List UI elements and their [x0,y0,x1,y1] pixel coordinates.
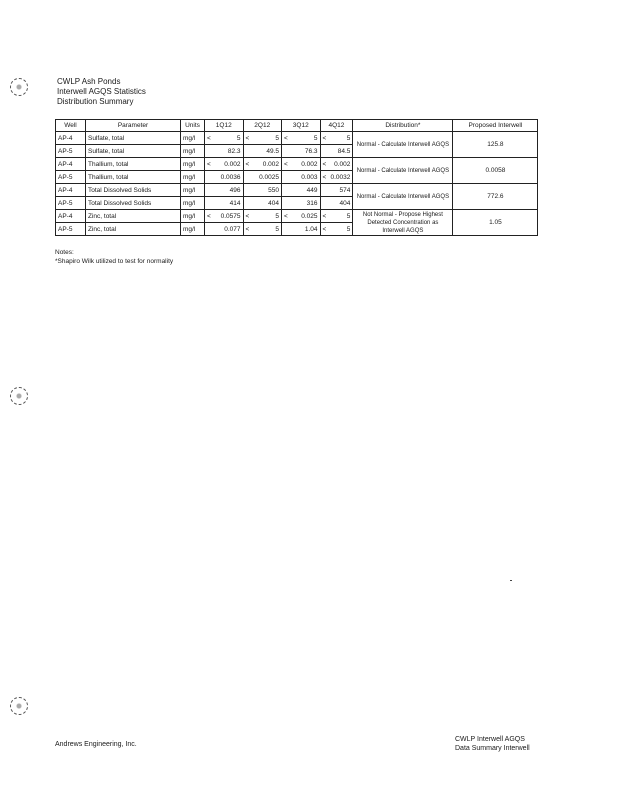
header-1q12: 1Q12 [205,120,244,132]
units-cell: mg/l [181,223,205,236]
parameter-cell: Zinc, total [86,210,181,223]
parameter-cell: Thallium, total [86,171,181,184]
scan-speck [510,580,512,581]
q2-qualifier [243,184,252,197]
header-parameter: Parameter [86,120,181,132]
q4-value: 5 [329,223,353,236]
hole-punch-mark-top [10,78,28,96]
well-cell: AP-5 [56,145,86,158]
header-line-2: Interwell AGQS Statistics [57,87,146,96]
hole-punch-mark-bottom [10,697,28,715]
q2-value: 0.0025 [252,171,282,184]
units-cell: mg/l [181,171,205,184]
q2-value: 5 [252,210,282,223]
q2-value: 0.002 [252,158,282,171]
q3-value: 0.025 [290,210,320,223]
q1-value: 0.077 [213,223,243,236]
q3-qualifier: < [282,210,291,223]
q2-value: 404 [252,197,282,210]
notes-section [55,248,173,266]
q1-value: 496 [213,184,243,197]
q3-value: 0.002 [290,158,320,171]
q1-qualifier [205,171,214,184]
distribution-cell: Normal - Calculate Interwell AGQS [353,158,453,184]
parameter-cell: Sulfate, total [86,145,181,158]
well-cell: AP-4 [56,158,86,171]
q3-value: 76.3 [290,145,320,158]
q4-qualifier: < [320,132,329,145]
footer-company: Andrews Engineering, Inc. [55,741,137,748]
q3-value: 316 [290,197,320,210]
document-header [57,77,146,107]
q1-value: 0.002 [213,158,243,171]
proposed-interwell-cell: 772.6 [453,184,538,210]
q2-qualifier [243,145,252,158]
q4-value: 5 [329,210,353,223]
units-cell: mg/l [181,132,205,145]
q1-qualifier: < [205,132,214,145]
header-3q12: 3Q12 [282,120,321,132]
q2-value: 49.5 [252,145,282,158]
well-cell: AP-5 [56,197,86,210]
q2-qualifier [243,197,252,210]
table-header-row [56,120,538,132]
table-row [56,158,538,171]
units-cell: mg/l [181,145,205,158]
q2-value: 550 [252,184,282,197]
notes-line-1: *Shapiro Wilk utilized to test for normality [55,258,174,265]
q1-value: 5 [213,132,243,145]
statistics-table [55,119,538,236]
q1-qualifier [205,184,214,197]
header-2q12: 2Q12 [243,120,282,132]
q4-qualifier [320,184,329,197]
q1-value: 0.0575 [213,210,243,223]
table-row [56,132,538,145]
q4-value: 0.002 [329,158,353,171]
header-proposed-interwell: Proposed Interwell [453,120,538,132]
well-cell: AP-4 [56,132,86,145]
header-4q12: 4Q12 [320,120,353,132]
q2-qualifier: < [243,132,252,145]
hole-punch-mark-middle [10,387,28,405]
q1-qualifier [205,197,214,210]
q1-value: 414 [213,197,243,210]
q2-qualifier: < [243,210,252,223]
q3-qualifier [282,145,291,158]
well-cell: AP-5 [56,223,86,236]
header-units: Units [181,120,205,132]
q3-qualifier [282,184,291,197]
q2-qualifier [243,171,252,184]
q4-qualifier [320,145,329,158]
q3-qualifier [282,171,291,184]
q3-qualifier: < [282,158,291,171]
well-cell: AP-4 [56,210,86,223]
table-row [56,184,538,197]
header-distribution: Distribution* [353,120,453,132]
proposed-interwell-cell: 0.0058 [453,158,538,184]
q3-qualifier: < [282,132,291,145]
q4-value: 404 [329,197,353,210]
q3-qualifier [282,197,291,210]
header-line-1: CWLP Ash Ponds [57,77,121,86]
header-well: Well [56,120,86,132]
q4-value: 84.5 [329,145,353,158]
parameter-cell: Sulfate, total [86,132,181,145]
q1-value: 82.3 [213,145,243,158]
notes-title: Notes: [55,249,74,256]
parameter-cell: Total Dissolved Solids [86,184,181,197]
q4-qualifier: < [320,158,329,171]
well-cell: AP-5 [56,171,86,184]
distribution-cell: Normal - Calculate Interwell AGQS [353,132,453,158]
q1-qualifier [205,223,214,236]
q3-qualifier [282,223,291,236]
well-cell: AP-4 [56,184,86,197]
q3-value: 449 [290,184,320,197]
units-cell: mg/l [181,197,205,210]
q4-qualifier: < [320,210,329,223]
q1-qualifier: < [205,210,214,223]
q2-qualifier: < [243,223,252,236]
footer-document-title [455,735,530,753]
q2-value: 5 [252,223,282,236]
parameter-cell: Zinc, total [86,223,181,236]
q3-value: 0.003 [290,171,320,184]
units-cell: mg/l [181,210,205,223]
proposed-interwell-cell: 1.05 [453,210,538,236]
units-cell: mg/l [181,158,205,171]
footer-right-line-1: CWLP Interwell AGQS [455,736,525,743]
distribution-cell: Not Normal - Propose Highest Detected Concentration as Interwell AGQS [353,210,453,236]
header-line-3: Distribution Summary [57,97,134,106]
q4-qualifier [320,197,329,210]
parameter-cell: Thallium, total [86,158,181,171]
table-row [56,210,538,223]
q4-qualifier: < [320,223,329,236]
units-cell: mg/l [181,184,205,197]
q1-qualifier: < [205,158,214,171]
distribution-cell: Normal - Calculate Interwell AGQS [353,184,453,210]
q4-qualifier: < [320,171,329,184]
footer-right-line-2: Data Summary Interwell [455,745,530,752]
q4-value: 5 [329,132,353,145]
proposed-interwell-cell: 125.8 [453,132,538,158]
q1-value: 0.0036 [213,171,243,184]
parameter-cell: Total Dissolved Solids [86,197,181,210]
q3-value: 1.04 [290,223,320,236]
q4-value: 0.0032 [329,171,353,184]
q2-value: 5 [252,132,282,145]
q2-qualifier: < [243,158,252,171]
q4-value: 574 [329,184,353,197]
q3-value: 5 [290,132,320,145]
q1-qualifier [205,145,214,158]
